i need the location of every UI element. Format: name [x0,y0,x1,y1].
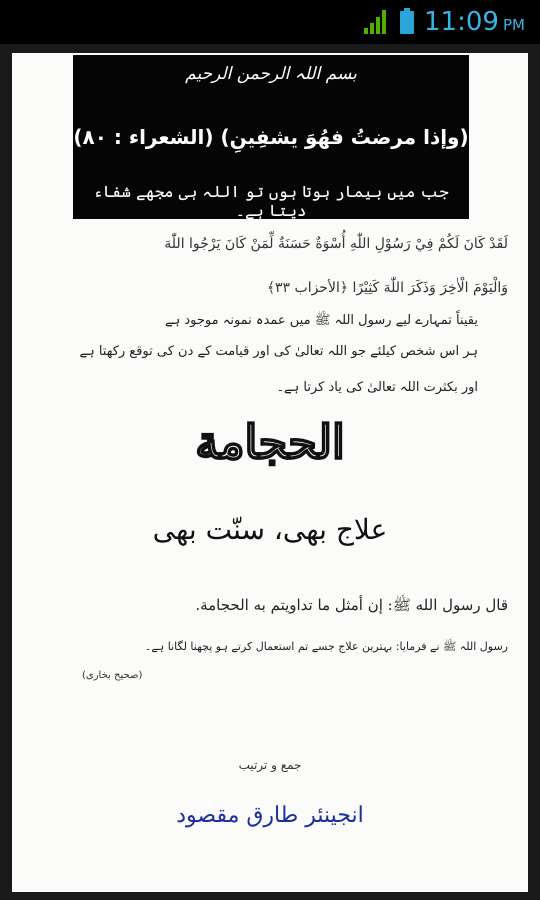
book-title: الحجامة [195,415,345,469]
quran-ayah: (وإذا مرضتُ فهُوَ يشفِينِ) (الشعراء : ٨٠) [73,125,469,149]
status-clock [424,6,525,41]
book-subtitle: علاج بھی، سنّت بھی [152,513,388,546]
urdu-translation-line-2: ہر اس شخص کیلئے جو اللہ تعالیٰ کی اور قیامت کے دن کی توقع رکھتا ہے [79,344,478,359]
ayah-urdu-translation: جب میں بیمار ہوتا ہوں تو اللہ ہی مجھے شفاء دیتا ہے۔ [93,182,449,220]
hadith-arabic: قال رسول الله ﷺ: إن أمثل ما تداويتم به الحجامة. [195,596,508,614]
urdu-translation-line-3: اور بکثرت اللہ تعالیٰ کی یاد کرتا ہے۔ [276,380,478,395]
arabic-verse-line-2: وَالْيَوْمَ الْاٰخِرَ وَذَكَرَ اللّٰهَ كَثِيْرًا ﴿الأحزاب ٣٣﴾ [266,280,508,296]
hadith-reference: (صحیح بخاری) [82,670,143,681]
battery-icon [400,8,414,34]
bismillah-text: بسم اللہ الرحمن الرحیم [185,64,357,84]
hadith-urdu: رسول اللہ ﷺ نے فرمایا: بہترین علاج جسے تم استعمال کرتے ہو پچھنا لگانا ہے۔ [144,640,508,653]
clock-time: 11:09 [424,7,499,37]
status-bar [0,0,540,44]
signal-icon [364,10,390,34]
arabic-verse-line-1: لَقَدْ كَانَ لَكُمْ فِيْ رَسُوْلِ اللّٰهِ أُسْوَةٌ حَسَنَةٌ لِّمَنْ كَانَ يَرْجُوا اللّٰهَ [164,236,508,252]
compiler-name: انجینئر طارق مقصود [176,803,364,828]
header-banner [73,55,469,219]
book-cover-page[interactable] [12,53,528,892]
compiler-label: جمع و ترتیب [238,758,302,772]
urdu-translation-line-1: یقیناً تمہارے لیے رسول اللہ ﷺ میں عمدہ نمونہ موجود ہے [165,313,478,328]
clock-ampm: PM [502,16,525,34]
